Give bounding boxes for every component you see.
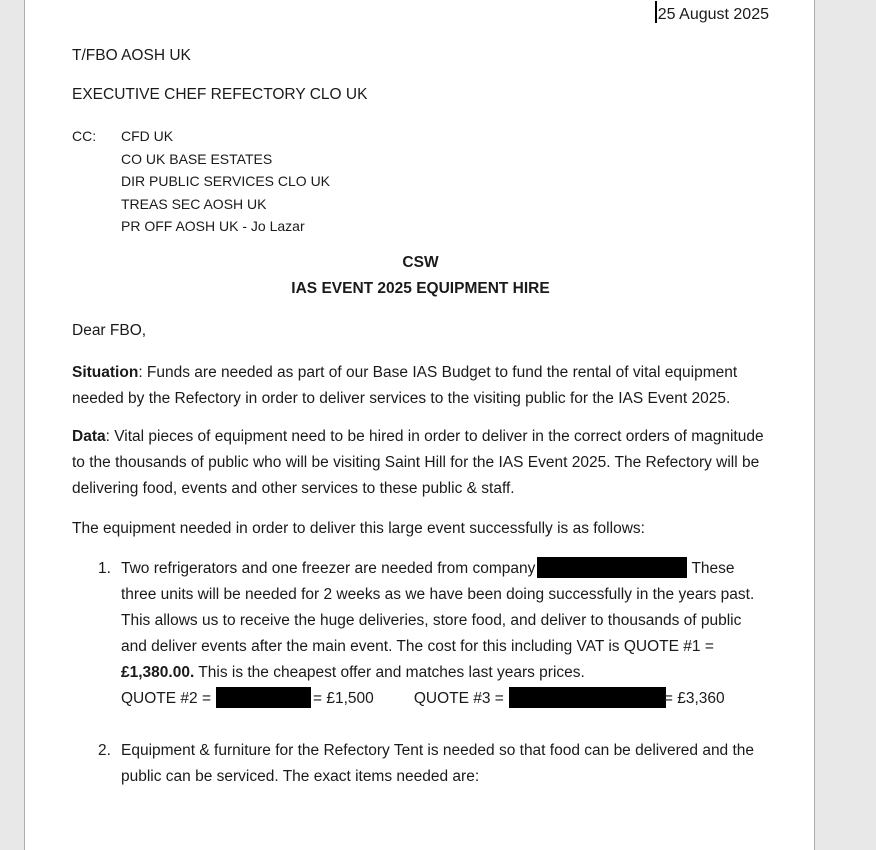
redaction-bar [509, 687, 666, 708]
item1-text-before-redaction: Two refrigerators and one freezer are needed from company [121, 559, 536, 577]
recipient-line-2: EXECUTIVE CHEF REFECTORY CLO UK [72, 86, 368, 103]
quote3-value: = £3,360 [663, 689, 725, 707]
subject-line-2: IAS EVENT 2025 EQUIPMENT HIRE [291, 279, 550, 297]
item1-text-tail: This is the cheapest offer and matches last years prices. [194, 663, 585, 681]
item1-text-after-redaction: These three units will be needed for 2 weeks as we have been doing successfully in the years past. This allows us to receive the huge deliveries, store food, and deliver to thousands of public and deliver events after the main event. The cost for this including VAT is QUOTE #1 = [121, 559, 755, 655]
document-page[interactable] [24, 0, 815, 850]
list-number-2: 2. [98, 741, 111, 759]
equipment-intro: The equipment needed in order to deliver this large event successfully is as follows: [72, 519, 645, 537]
cc-label: CC: [72, 128, 97, 144]
quotes-line [121, 686, 769, 712]
situation-paragraph [72, 360, 769, 412]
data-paragraph [72, 424, 769, 502]
quote2-value: = £1,500 [313, 689, 374, 707]
list-item-2 [72, 738, 769, 790]
cc-item: PR OFF AOSH UK - Jo Lazar [121, 218, 305, 234]
subject-line-1: CSW [402, 253, 439, 271]
situation-text: : Funds are needed as part of our Base IAS Budget to fund the rental of vital equipment needed by the Refectory in order to deliver services to the visiting public for the IAS Event 2025. [72, 363, 738, 407]
date-line [72, 0, 769, 27]
data-label: Data [72, 427, 106, 445]
situation-label: Situation [72, 363, 139, 381]
date-text: 25 August 2025 [657, 6, 769, 23]
data-text: : Vital pieces of equipment need to be hired in order to deliver in the correct orders of magnitude to the thousands of public who will be visiting Saint Hill for the IAS Event 2025. The Refectory will be delivering food, events and other services to these public & staff. [72, 427, 764, 497]
cc-item: DIR PUBLIC SERVICES CLO UK [121, 173, 331, 189]
cc-block [72, 125, 769, 238]
salutation: Dear FBO, [72, 321, 147, 339]
cc-list [121, 125, 769, 238]
quote3-label: QUOTE #3 = [413, 689, 504, 707]
list-item-1-body [121, 556, 769, 712]
cc-item: TREAS SEC AOSH UK [121, 195, 267, 212]
quote2-label: QUOTE #2 = [121, 689, 212, 707]
list-item-1 [72, 556, 769, 712]
redaction-bar [537, 557, 687, 578]
list-number-1: 1. [98, 559, 111, 577]
cc-item: CFD UK [121, 128, 174, 144]
quote1-amount: £1,380.00. [121, 663, 195, 681]
item2-text: Equipment & furniture for the Refectory Tent is needed so that food can be delivered and the public can be serviced. The exact items needed are: [121, 741, 755, 785]
redaction-bar [216, 687, 311, 708]
recipient-line-1: T/FBO AOSH UK [72, 47, 191, 64]
cc-item: CO UK BASE ESTATES [121, 150, 273, 167]
text-cursor [655, 1, 657, 23]
list-item-2-body [121, 738, 769, 790]
